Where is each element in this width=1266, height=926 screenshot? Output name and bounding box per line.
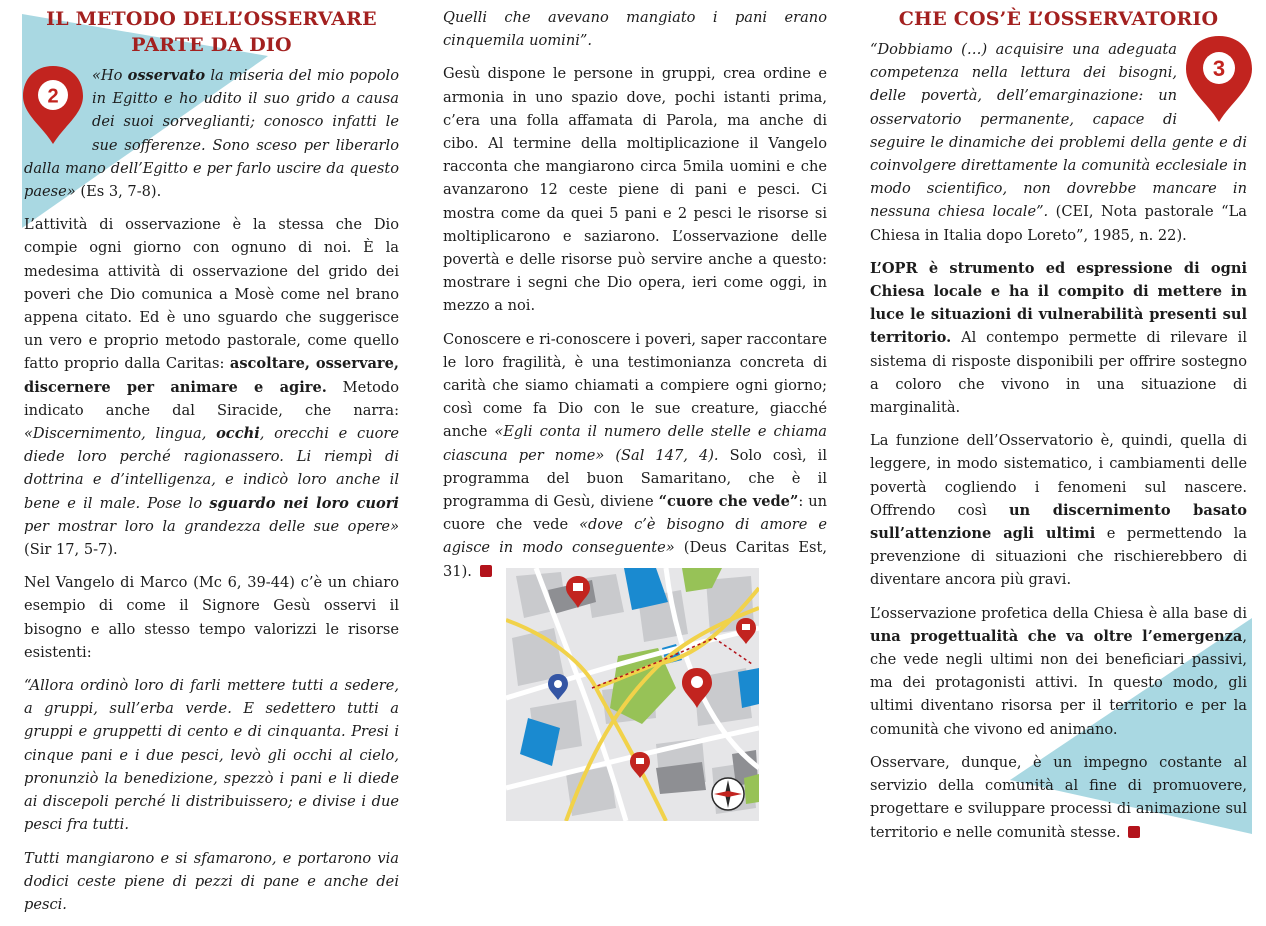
map-pin-3-icon — [1183, 34, 1255, 124]
gospel-quote-continued: Tutti mangiarono e si sfamarono, e portarono via dodici ceste piene di pezzi di pane e anche dei pesci. — [24, 849, 399, 913]
map-pin-2-icon — [20, 64, 86, 146]
pin-number: 2 — [47, 85, 59, 108]
city-map-illustration — [506, 568, 759, 821]
gospel-quote: “Allora ordinò loro di farli mettere tutti a sedere, a gruppi, sull’erba verde. E sedettero tutti a gruppi e gruppetti di cento e di cinquanta. Presi i cinque pani e i due pesci, levò gli occhi al cielo, pronunziò la benedizione, spezzò i pani e li diede ai discepoli perché li distribuissero; e divise i due pesci fra tutti. — [24, 677, 399, 834]
paragraph-conoscere: Conoscere e ri-conoscere i poveri, saper raccontare le loro fragilità, è una testimonianza concreta di carità che siamo chiamati a compiere ogni giorno; così come fa Dio con le sue creature, giacché anche «Egli conta il numero delle stelle e chiama ciascuna per nome» (Sal 147, 4). Solo così, il programma del buon Samaritano, che è il programma di Gesù, diviene “cuore che vede”: un cuore che vede «dove c’è bisogno di amore e agisce in modo conseguente» (Deus Caritas Est, 31). — [443, 330, 828, 580]
paragraph-funzione: La funzione dell’Osservatorio è, quindi, quella di leggere, in modo sistematico, i cambiamenti delle povertà cogliendo i fenomeni sul nascere. Offrendo così un discernimento basato sull’attenzione agli ultimi e permettendo la prevenzione di situazioni che rischierebbero di diventare ancora più gravi. — [870, 432, 1248, 589]
section-title-osservatorio: CHE COS’È L’OSSERVATORIO — [898, 8, 1219, 30]
paragraph-osservazione-profetica: L’osservazione profetica della Chiesa è alla base di una progettualità che va oltre l’emergenza, che vede negli ultimi non dei beneficiari passivi, ma dei protagonisti attivi. In questo modo, gli ultimi diventano risorsa per il territorio e per la comunità che vivono ed animano. — [870, 604, 1247, 738]
compass-icon — [712, 778, 744, 810]
paragraph-vangelo-marco: Nel Vangelo di Marco (Mc 6, 39-44) c’è un chiaro esempio di come il Signore Gesù osservi il bisogno e allo stesso tempo valorizzi le risorse esistenti: — [24, 574, 399, 661]
paragraph-opr: L’OPR è strumento ed espressione di ogni Chiesa locale e ha il compito di mettere in luce le situazioni di vulnerabilità presenti sul territorio. Al contempo permette di rilevare il sistema di risposte disponibili per offrire sostegno a coloro che vivono in una situazione di marginalità. — [870, 259, 1247, 417]
column-middle — [443, 6, 827, 593]
pin-number: 3 — [1212, 56, 1226, 81]
gospel-quote-end: Quelli che avevano mangiato i pani erano cinquemila uomini”. — [443, 9, 827, 50]
exodus-quote: «Ho osservato la miseria del mio popolo in Egitto e ho udito il suo grido a causa dei suoi sorveglianti; conosco infatti le sue sofferenze. Sono sceso per liberarlo dalla mano dell’Egitto e per farlo uscire da questo paese» (Es 3, 7-8). — [24, 67, 399, 201]
paragraph-osservare: Osservare, dunque, è un impegno costante al servizio della comunità al fine di promuovere, progettare e sviluppare processi di animazione sul territorio e nelle comunità stesse. — [870, 753, 1247, 841]
paragraph-gruppi: Gesù dispone le persone in gruppi, crea ordine e armonia in uno spazio dove, pochi istanti prima, c’era una folla affamata di Parola, ma anche di cibo. Al termine della moltiplicazione il Vangelo racconta che mangiarono circa 5mila uomini e che avanzarono 12 ceste piene di pani e pesci. Ci mostra come da quei 5 pani e 2 pesci le risorse si moltiplicarono e saziarono. L’osservazione delle povertà e delle risorse può servire anche a questo: mostrare i segni che Dio opera, ieri come oggi, in mezzo a noi. — [443, 65, 827, 315]
end-mark-icon — [480, 565, 492, 577]
section-title-metodo: IL METODO DELL’OSSERVARE PARTE DA DIO — [46, 8, 377, 56]
cei-quote: “Dobbiamo (…) acquisire una adeguata competenza nella lettura dei bisogni, delle povertà, dell’emarginazione: un osservatorio permanente, capace di seguire le dinamiche dei problemi della gente e di coinvolgere direttamente la comunità ecclesiale in modo scientifico, non dovrebbe mancare in nessuna chiesa locale”. (CEI, Nota pastorale “La Chiesa in Italia dopo Loreto”, 1985, n. 22). — [870, 41, 1247, 244]
end-mark-icon — [1128, 826, 1140, 838]
column-left — [24, 6, 399, 926]
column-right — [870, 6, 1247, 854]
paragraph-osservazione: L’attività di osservazione è la stessa che Dio compie ogni giorno con ognuno di noi. È la medesima attività di osservazione del grido dei poveri che Dio comunica a Mosè come nel brano appena citato. Ed è uno sguardo che suggerisce un vero e proprio metodo pastorale, come quello fatto proprio dalla Caritas: ascoltare, osservare, discernere per animare e agire. Metodo indicato anche dal Siracide, che narra: «Discernimento, lingua, occhi, orecchi e cuore diede loro perché ragionassero. Li riempì di dottrina e d’intelligenza, e indicò loro anche il bene e il male. Pose lo sguardo nei loro cuori per mostrar loro la grandezza delle sue opere» (Sir 17, 5-7). — [24, 216, 399, 559]
